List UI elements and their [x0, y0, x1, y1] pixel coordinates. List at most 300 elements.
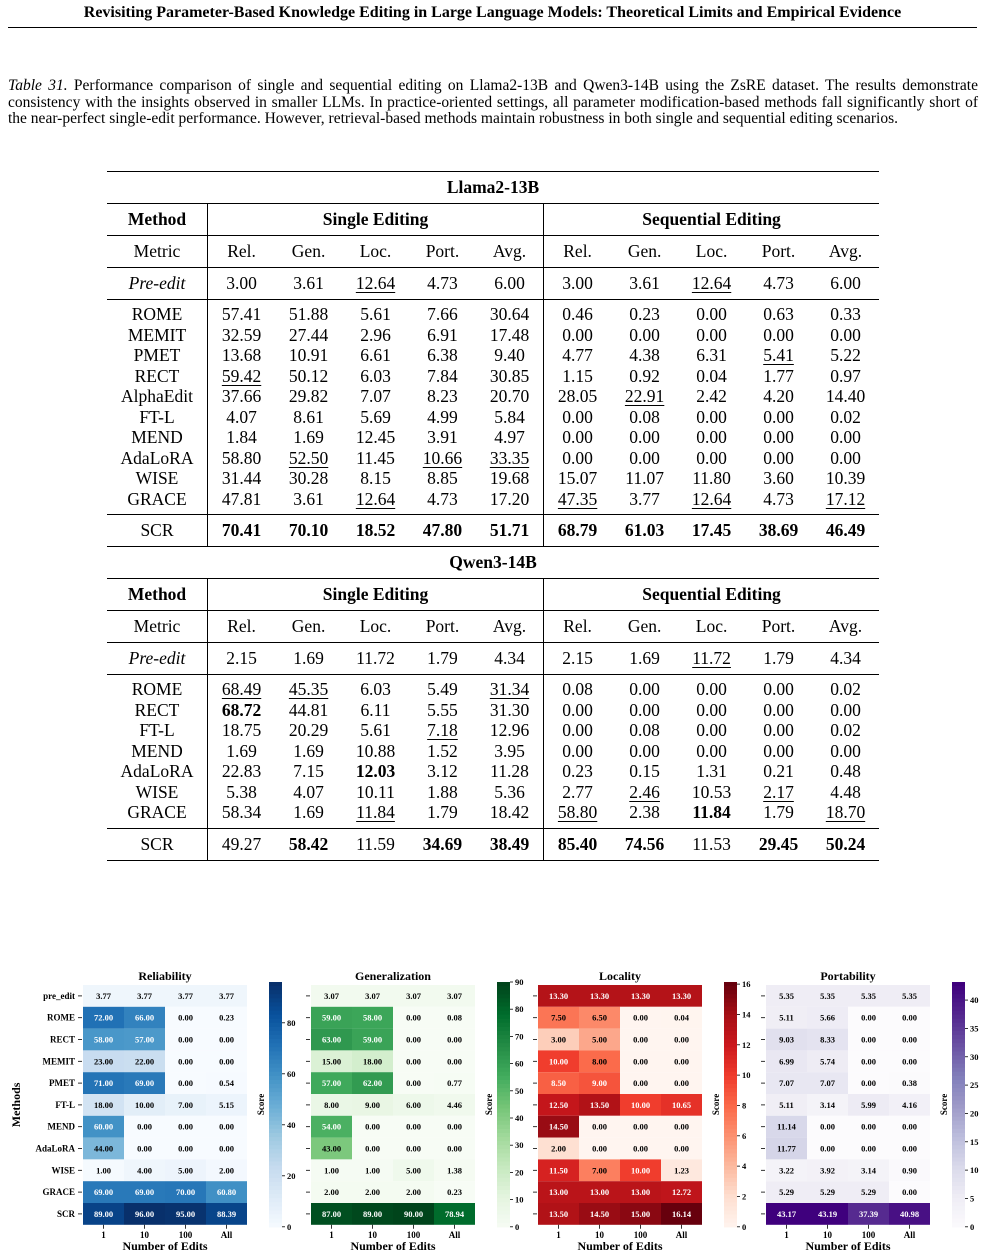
cell-value-label: 11.77: [777, 1143, 796, 1154]
colorbar-segment: [269, 1219, 282, 1224]
value-cell: 0.02: [812, 675, 879, 700]
colorbar-segment: [952, 1153, 965, 1158]
colorbar-segment: [497, 982, 510, 987]
value-cell: 27.44: [288, 324, 329, 345]
value-cell: 68.79: [544, 515, 612, 547]
cell-value-label: 8.33: [820, 1034, 835, 1045]
colorbar-label: Score: [256, 1093, 266, 1116]
value-cell: 15.07: [544, 468, 612, 489]
x-tick-label: 10: [823, 1229, 832, 1240]
value-cell: 1.69: [275, 643, 342, 675]
value-cell: 6.00: [812, 268, 879, 300]
colorbar-segment: [952, 1206, 965, 1211]
value-cell: 5.38: [208, 782, 276, 803]
colorbar-segment: [724, 1047, 737, 1052]
value-cell: 17.48: [489, 324, 530, 345]
metric-label: Port.: [745, 236, 812, 268]
value-cell: 0.00: [629, 447, 660, 468]
colorbar-segment: [952, 1080, 965, 1085]
colorbar-tick-label: 0: [970, 1221, 975, 1232]
metric-label: Rel.: [544, 611, 612, 643]
colorbar-segment: [497, 1023, 510, 1028]
value-cell: 1.69: [208, 741, 276, 762]
colorbar-segment: [269, 1145, 282, 1150]
colorbar-segment: [269, 1108, 282, 1113]
method-name: WISE: [135, 468, 179, 488]
colorbar-segment: [497, 1186, 510, 1191]
colorbar-segment: [497, 1060, 510, 1065]
colorbar-segment: [724, 1006, 737, 1011]
value-cell: 1.69: [293, 427, 324, 447]
colorbar-segment: [497, 1215, 510, 1220]
colorbar-tick-label: 15: [970, 1136, 979, 1147]
colorbar-segment: [497, 1141, 510, 1146]
value-cell: 11.84: [356, 802, 395, 822]
colorbar-segment: [952, 1047, 965, 1052]
colorbar-segment: [497, 1051, 510, 1056]
value-cell: 0.00: [544, 700, 612, 721]
cell-value-label: 0.00: [633, 1078, 648, 1089]
method-name: ROME: [107, 675, 208, 700]
x-tick-label: 1: [329, 1229, 334, 1240]
value-cell: 0.00: [696, 324, 727, 345]
cell-value-label: 15.00: [630, 1208, 651, 1219]
value-cell: 47.81: [208, 489, 276, 515]
value-cell: 0.00: [763, 720, 794, 740]
colorbar-label: Score: [711, 1093, 721, 1116]
cell-value-label: 54.00: [321, 1121, 342, 1132]
colorbar-segment: [497, 1149, 510, 1154]
cell-value-label: 0.00: [447, 1034, 462, 1045]
value-cell: 0.00: [763, 406, 794, 427]
colorbar-segment: [952, 1215, 965, 1220]
y-axis-label: Methods: [9, 1082, 23, 1128]
cell-value-label: 0.08: [447, 1012, 462, 1023]
cell-value-label: 43.00: [321, 1143, 342, 1154]
colorbar-segment: [724, 1170, 737, 1175]
value-cell: 2.46: [629, 781, 660, 802]
colorbar-segment: [724, 986, 737, 991]
colorbar-segment: [269, 1190, 282, 1195]
colorbar-tick-label: 70: [515, 1031, 524, 1042]
value-cell: 0.46: [544, 300, 612, 325]
value-cell: 30.28: [288, 468, 329, 488]
colorbar-segment: [724, 1178, 737, 1183]
value-cell: 1.77: [763, 365, 794, 386]
metric-label: Gen.: [611, 236, 678, 268]
cell-value-label: 0.00: [861, 1012, 876, 1023]
table-row: [107, 782, 879, 803]
value-cell: 5.69: [360, 406, 391, 427]
value-cell: 68.49: [208, 675, 276, 700]
colorbar-segment: [269, 1064, 282, 1069]
value-cell: 10.39: [825, 468, 866, 488]
colorbar-segment: [724, 982, 737, 987]
method-tick-label: MEND: [47, 1121, 75, 1132]
table-row: [107, 675, 879, 700]
value-cell: 10.66: [422, 447, 463, 468]
colorbar-segment: [269, 1027, 282, 1032]
colorbar-segment: [497, 1080, 510, 1085]
value-cell: 5.84: [494, 406, 525, 427]
cell-value-label: 5.00: [406, 1165, 421, 1176]
cell-value-label: 0.00: [447, 1121, 462, 1132]
colorbar-segment: [952, 986, 965, 991]
colorbar-segment: [724, 1145, 737, 1150]
value-cell: 31.34: [476, 675, 544, 700]
colorbar-segment: [269, 1100, 282, 1105]
cell-value-label: 5.66: [820, 1012, 835, 1023]
method-tick-label: WISE: [51, 1165, 75, 1176]
method-name: Pre-edit: [107, 268, 208, 300]
colorbar-segment: [724, 994, 737, 999]
colorbar-segment: [269, 1015, 282, 1020]
cell-value-label: 13.00: [548, 1187, 569, 1198]
colorbar-segment: [724, 1068, 737, 1073]
colorbar-segment: [724, 1055, 737, 1060]
value-cell: 11.28: [490, 761, 529, 781]
value-cell: 12.96: [489, 720, 530, 740]
cell-value-label: 96.00: [134, 1208, 155, 1219]
colorbar-segment: [269, 998, 282, 1003]
colorbar-segment: [724, 1190, 737, 1195]
value-cell: 11.07: [625, 468, 664, 488]
colorbar-segment: [269, 1076, 282, 1081]
value-cell: 13.68: [208, 345, 276, 366]
colorbar-segment: [724, 1186, 737, 1191]
value-cell: 5.36: [494, 781, 525, 802]
colorbar-tick-label: 8: [742, 1100, 747, 1111]
cell-value-label: 13.00: [589, 1187, 610, 1198]
value-cell: 2.42: [696, 386, 727, 406]
colorbar-segment: [952, 1100, 965, 1105]
cell-value-label: 10.65: [671, 1099, 692, 1110]
value-cell: 3.61: [293, 488, 324, 509]
cell-value-label: 0.00: [861, 1034, 876, 1045]
value-cell: 38.69: [745, 515, 812, 547]
method-name: Pre-edit: [107, 643, 208, 675]
colorbar-segment: [269, 1006, 282, 1011]
colorbar-segment: [952, 1174, 965, 1179]
cell-value-label: 90.00: [403, 1208, 424, 1219]
value-cell: 3.12: [427, 761, 458, 781]
cell-value-label: 0.00: [902, 1012, 917, 1023]
method-tick-label: FT-L: [55, 1099, 75, 1110]
cell-value-label: 0.00: [633, 1034, 648, 1045]
colorbar-segment: [497, 1108, 510, 1113]
colorbar-segment: [952, 1006, 965, 1011]
value-cell: 1.79: [745, 643, 812, 675]
value-cell: 1.84: [208, 427, 276, 448]
cell-value-label: 0.54: [219, 1078, 234, 1089]
colorbar-segment: [497, 1019, 510, 1024]
colorbar-segment: [497, 1219, 510, 1224]
model-header-row: [107, 547, 879, 579]
colorbar-segment: [724, 1206, 737, 1211]
cell-value-label: 7.50: [551, 1012, 566, 1023]
colorbar-segment: [497, 994, 510, 999]
value-cell: 51.88: [275, 300, 342, 325]
cell-value-label: 11.14: [777, 1121, 796, 1132]
colorbar-segment: [497, 1031, 510, 1036]
value-cell: 0.00: [763, 427, 794, 447]
method-tick-label: MEMIT: [42, 1056, 75, 1067]
value-cell: 17.20: [489, 488, 530, 509]
colorbar-segment: [497, 1092, 510, 1097]
colorbar-segment: [724, 1084, 737, 1089]
value-cell: 6.38: [427, 345, 458, 365]
value-cell: 0.00: [696, 406, 727, 427]
value-cell: 1.79: [427, 802, 458, 822]
colorbar-tick-label: 60: [515, 1058, 524, 1069]
cell-value-label: 0.38: [902, 1078, 917, 1089]
cell-value-label: 13.30: [671, 990, 692, 1001]
model-name: Qwen3-14B: [107, 547, 879, 579]
value-cell: 1.52: [427, 740, 458, 761]
colorbar-segment: [724, 1072, 737, 1077]
x-tick-label: 100: [633, 1229, 648, 1240]
value-cell: 0.97: [830, 365, 861, 386]
value-cell: 5.61: [342, 300, 409, 325]
colorbar-segment: [724, 1210, 737, 1215]
colorbar-segment: [269, 1043, 282, 1048]
colorbar-segment: [724, 1174, 737, 1179]
colorbar-segment: [724, 1198, 737, 1203]
colorbar-segment: [952, 1182, 965, 1187]
cell-value-label: 5.35: [820, 990, 835, 1001]
colorbar-segment: [269, 1178, 282, 1183]
pre-edit-row: [107, 268, 879, 300]
colorbar-segment: [952, 1031, 965, 1036]
colorbar-segment: [497, 1170, 510, 1175]
colorbar-segment: [269, 1068, 282, 1073]
colorbar-segment: [724, 1133, 737, 1138]
method-tick-label: ROME: [47, 1012, 75, 1023]
cell-value-label: 7.00: [178, 1099, 193, 1110]
colorbar-segment: [724, 1129, 737, 1134]
table-row: [107, 761, 879, 782]
colorbar-segment: [497, 1137, 510, 1142]
colorbar-segment: [724, 1108, 737, 1113]
method-name: MEMIT: [127, 324, 187, 345]
value-cell: 4.20: [763, 386, 794, 406]
value-cell: 11.72: [342, 643, 409, 675]
value-cell: 0.92: [629, 365, 660, 386]
value-cell: 85.40: [544, 828, 612, 860]
value-cell: 17.12: [825, 488, 866, 509]
value-cell: 6.31: [696, 345, 727, 365]
colorbar-segment: [724, 1019, 737, 1024]
colorbar-segment: [724, 1141, 737, 1146]
cell-value-label: 11.50: [549, 1165, 568, 1176]
cell-value-label: 0.00: [902, 1034, 917, 1045]
metric-header-row: [107, 236, 879, 268]
colorbar-segment: [724, 1035, 737, 1040]
x-axis-label: Number of Edits: [577, 1238, 663, 1253]
colorbar-segment: [497, 1035, 510, 1040]
cell-value-label: 2.00: [365, 1187, 380, 1198]
value-cell: 58.34: [208, 802, 276, 828]
value-cell: 52.50: [288, 447, 329, 468]
cell-value-label: 89.00: [93, 1208, 114, 1219]
cell-value-label: 37.39: [858, 1208, 879, 1219]
value-cell: 2.38: [629, 802, 660, 822]
metric-label: Loc.: [678, 611, 745, 643]
x-axis-label: Number of Edits: [350, 1238, 436, 1253]
colorbar-segment: [724, 998, 737, 1003]
value-cell: 1.69: [293, 802, 324, 822]
cell-value-label: 3.07: [447, 990, 462, 1001]
cell-value-label: 57.00: [321, 1078, 342, 1089]
colorbar-tick-label: 14: [742, 1009, 751, 1020]
value-cell: 29.45: [745, 828, 812, 860]
value-cell: 4.73: [763, 488, 794, 509]
value-cell: 2.77: [544, 782, 612, 803]
cell-value-label: 23.00: [93, 1056, 114, 1067]
colorbar-tick-label: 0: [287, 1221, 292, 1232]
colorbar-segment: [269, 1170, 282, 1175]
cell-value-label: 3.77: [137, 990, 152, 1001]
x-tick-label: 100: [861, 1229, 876, 1240]
value-cell: 6.11: [360, 699, 391, 720]
value-cell: 0.00: [544, 407, 612, 428]
value-cell: 38.49: [476, 828, 544, 860]
sequential-editing-header: Sequential Editing: [544, 204, 879, 236]
colorbar-segment: [952, 1186, 965, 1191]
cell-value-label: 57.00: [134, 1034, 155, 1045]
value-cell: 4.73: [427, 488, 458, 509]
value-cell: 6.91: [427, 324, 458, 345]
pre-edit-row: [107, 643, 879, 675]
value-cell: 47.35: [544, 489, 612, 515]
cell-value-label: 3.92: [820, 1165, 835, 1176]
value-cell: 0.00: [544, 720, 612, 741]
value-cell: 0.08: [629, 406, 660, 427]
table-row: [107, 741, 879, 762]
colorbar-tick-label: 6: [742, 1130, 747, 1141]
cell-value-label: 5.29: [820, 1187, 835, 1198]
colorbar-segment: [269, 1202, 282, 1207]
table-row: [107, 448, 879, 469]
colorbar-segment: [497, 1178, 510, 1183]
colorbar-segment: [952, 1084, 965, 1089]
colorbar-segment: [724, 1202, 737, 1207]
x-tick-label: 1: [556, 1229, 561, 1240]
colorbar-segment: [497, 1202, 510, 1207]
colorbar-segment: [952, 1051, 965, 1056]
value-cell: 11.84: [692, 802, 731, 822]
x-tick-label: All: [220, 1229, 233, 1240]
value-cell: 0.02: [830, 406, 861, 427]
colorbar-segment: [497, 1145, 510, 1150]
table-row: [107, 720, 879, 741]
colorbar-segment: [952, 1108, 965, 1113]
colorbar-segment: [269, 1080, 282, 1085]
value-cell: 7.66: [409, 300, 476, 325]
value-cell: 0.00: [611, 675, 678, 700]
colorbar-segment: [952, 1035, 965, 1040]
metric-label: Rel.: [208, 611, 276, 643]
value-cell: 4.34: [812, 643, 879, 675]
colorbar-segment: [952, 1223, 965, 1228]
colorbar-segment: [724, 1043, 737, 1048]
colorbar-segment: [269, 1149, 282, 1154]
value-cell: 18.42: [489, 802, 530, 822]
colorbar-segment: [724, 1182, 737, 1187]
colorbar-segment: [952, 1157, 965, 1162]
value-cell: 19.68: [489, 468, 530, 488]
colorbar-segment: [497, 1210, 510, 1215]
cell-value-label: 0.23: [219, 1012, 234, 1023]
cell-value-label: 1.23: [674, 1165, 689, 1176]
metric-header: Metric: [107, 236, 208, 268]
colorbar-segment: [497, 1064, 510, 1069]
table-row: [107, 407, 879, 428]
table-caption: [8, 78, 978, 128]
colorbar-segment: [724, 1027, 737, 1032]
value-cell: 0.15: [629, 761, 660, 781]
value-cell: 4.99: [427, 406, 458, 427]
colorbar-segment: [952, 1072, 965, 1077]
colorbar-segment: [497, 1100, 510, 1105]
cell-value-label: 7.07: [779, 1078, 794, 1089]
value-cell: 3.60: [763, 468, 794, 488]
cell-value-label: 7.00: [592, 1165, 607, 1176]
value-cell: 0.08: [544, 675, 612, 700]
scr-row: [107, 828, 879, 860]
colorbar-segment: [952, 1198, 965, 1203]
colorbar-label: Score: [939, 1093, 949, 1116]
cell-value-label: 0.00: [178, 1034, 193, 1045]
colorbar-tick-label: 20: [287, 1170, 296, 1181]
cell-value-label: 44.00: [93, 1143, 114, 1154]
colorbar-tick-label: 10: [742, 1070, 751, 1081]
colorbar-segment: [269, 1088, 282, 1093]
colorbar-segment: [724, 1166, 737, 1171]
colorbar-segment: [724, 1194, 737, 1199]
colorbar-tick-label: 40: [970, 995, 979, 1006]
colorbar-tick-label: 30: [970, 1051, 979, 1062]
colorbar-segment: [952, 1210, 965, 1215]
colorbar-segment: [269, 1039, 282, 1044]
colorbar-tick-label: 40: [287, 1119, 296, 1130]
colorbar-segment: [269, 1215, 282, 1220]
colorbar-segment: [269, 1166, 282, 1171]
cell-value-label: 0.00: [861, 1056, 876, 1067]
colorbar-tick-label: 10: [970, 1165, 979, 1176]
cell-value-label: 40.98: [899, 1208, 920, 1219]
value-cell: 11.72: [678, 643, 745, 675]
value-cell: 11.80: [692, 468, 731, 488]
colorbar-segment: [497, 1166, 510, 1171]
colorbar-tick-label: 40: [515, 1113, 524, 1123]
method-name: MEND: [131, 740, 183, 761]
colorbar-tick-label: 30: [515, 1140, 524, 1151]
metric-label: Gen.: [275, 236, 342, 268]
cell-value-label: 0.00: [902, 1187, 917, 1198]
colorbar-segment: [724, 1002, 737, 1007]
colorbar-tick-label: 4: [742, 1161, 747, 1172]
colorbar-segment: [269, 1060, 282, 1065]
cell-value-label: 22.00: [134, 1056, 155, 1067]
colorbar-segment: [497, 1174, 510, 1179]
colorbar-segment: [724, 1064, 737, 1069]
metric-header: Metric: [107, 611, 208, 643]
cell-value-label: 0.00: [674, 1078, 689, 1089]
value-cell: 0.00: [763, 324, 794, 345]
value-cell: 5.61: [360, 720, 391, 740]
cell-value-label: 0.00: [178, 1012, 193, 1023]
